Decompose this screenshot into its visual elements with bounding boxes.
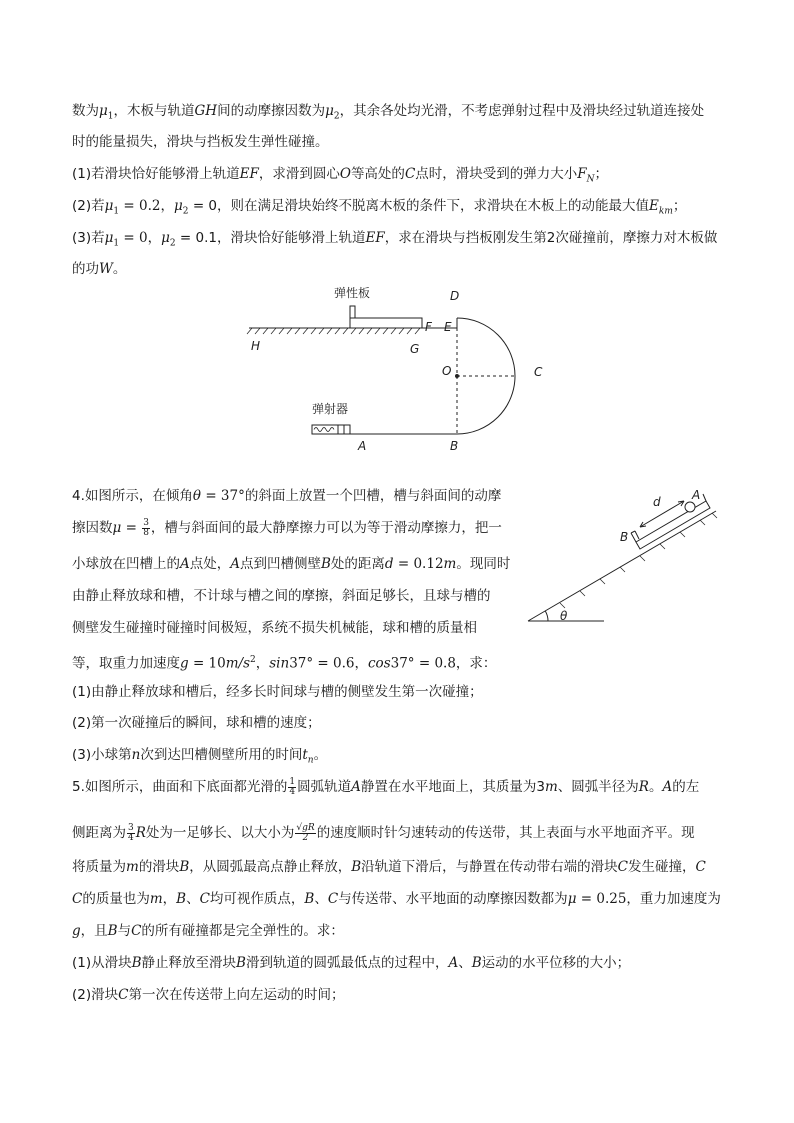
fraction-3-8: $\frac{3}{8}$ — [143, 517, 149, 538]
point-O: O — [442, 364, 452, 378]
point-B: B — [450, 439, 459, 453]
label-B: B — [620, 530, 629, 544]
point-C: C — [534, 365, 543, 379]
fraction-sqrt-gR-2: $\frac{√gR}{2}$ — [296, 822, 315, 843]
center-point-O — [455, 374, 459, 378]
p3-line-1: 数为$\mu_1$，木板与轨道GH间的动摩擦因数为$\mu_2$，其余各处均光滑，不考虑弹射过程中及滑块经过轨道连接处 — [72, 103, 705, 122]
incline-surface — [528, 511, 716, 621]
p5-line-1: 5.如图所示，曲面和下底面都光滑的 $\frac{1}{4}$ 圆弧轨道A静置在水平地面上，其质量为3m、圆弧半径为R。A的左 — [72, 776, 700, 797]
p4-line-1: 4.如图所示，在倾角θ = 37°的斜面上放置一个凹槽，槽与斜面间的动摩 — [72, 488, 502, 504]
p5-question-1: (1)从滑块B静止释放至滑块B滑到轨道的圆弧最低点的过程中，A、B运动的水平位移的大小； — [72, 955, 631, 971]
incline-diagram — [520, 484, 725, 626]
p5-line-4: C的质量也为m，B、C均可视作质点，B、C与传送带、水平地面的动摩擦因数都为μ = 0.25，重力加速度为 — [72, 891, 721, 907]
ball-A — [685, 502, 695, 512]
p4-question-3: (3)小球第n次到达凹槽侧壁所用的时间$t_n$。 — [72, 747, 328, 766]
point-F: F — [425, 320, 432, 334]
point-E: E — [444, 320, 452, 334]
p4-question-1: (1)由静止释放球和槽后，经多长时间球与槽的侧壁发生第一次碰撞； — [72, 684, 483, 700]
p4-line-5: 侧壁发生碰撞时碰撞时间极短，系统不损失机械能，球和槽的质量相 — [72, 620, 477, 636]
fraction-3-4: $\frac{3}{4}$ — [128, 822, 134, 843]
angle-arc — [545, 611, 548, 621]
label-elastic-plate: 弹性板 — [334, 286, 371, 300]
p3-question-3: (3)若$\mu_1 = 0$，$\mu_2 = 0.1$，滑块恰好能够滑上轨道EF，求在滑块与挡板刚发生第2次碰撞前，摩擦力对木板做 — [72, 230, 718, 249]
p5-question-2: (2)滑块C第一次在传送带上向左运动的时间； — [72, 987, 345, 1003]
p5-line-5: g，且B与C的所有碰撞都是完全弹性的。求： — [72, 923, 344, 939]
wooden-board — [350, 318, 422, 328]
point-H: H — [251, 339, 261, 353]
p3-question-3-cont: 的功W。 — [72, 261, 127, 277]
incline-hatch — [560, 513, 717, 608]
p4-question-2: (2)第一次碰撞后的瞬间，球和槽的速度； — [72, 715, 321, 731]
label-launcher: 弹射器 — [312, 402, 349, 416]
p3-question-2: (2)若$\mu_1 = 0.2$，$\mu_2 = 0$，则在满足滑块始终不脱离木板的条件下，求滑块在木板上的动能最大值$E_{km}$； — [72, 198, 687, 217]
p5-line-2: 侧距离为 $\frac{3}{4}$ R处为一足够长、以大小为 $\frac{√gR}{2}$ 的速度顺时针匀速转动的传送带，其上表面与水平地面齐平。现 — [72, 822, 695, 843]
p5-line-3: 将质量为m的滑块B，从圆弧最高点静止释放，B沿轨道下滑后，与静置在传动带右端的滑块C发生碰撞，C — [72, 859, 706, 875]
launcher-box — [312, 425, 338, 434]
p3-question-1: (1)若滑块恰好能够滑上轨道EF，求滑到圆心O等高处的C点时，滑块受到的弹力大小$F_N$； — [72, 166, 609, 185]
p4-line-2: 擦因数μ = $\frac{3}{8}$ ，槽与斜面间的最大静摩擦力可以为等于滑动摩擦力，把一 — [72, 517, 502, 538]
label-d: d — [653, 495, 661, 509]
groove-side-wall-B — [631, 533, 636, 542]
p3-line-2: 时的能量损失，滑块与挡板发生弹性碰撞。 — [72, 134, 329, 150]
point-G: G — [410, 342, 420, 356]
point-D: D — [450, 289, 460, 303]
track-diagram — [240, 282, 560, 454]
label-theta: θ — [560, 609, 568, 623]
p4-line-4: 由静止释放球和槽，不计球与槽之间的摩擦，斜面足够长，且球与槽的 — [72, 588, 491, 604]
p4-line-3: 小球放在凹槽上的A点处，A点到凹槽侧壁B处的距离d = 0.12m。现同时 — [72, 556, 511, 572]
p4-line-6: 等，取重力加速度$g = 10m/s^2$，sin37° = 0.6，cos37° = 0.8，求： — [72, 655, 497, 672]
fraction-1-4: $\frac{1}{4}$ — [289, 776, 296, 797]
label-A: A — [692, 488, 701, 502]
elastic-plate — [350, 306, 355, 318]
upper-ground-hatch — [247, 328, 420, 334]
point-A: A — [358, 439, 367, 453]
groove-body — [636, 501, 710, 549]
